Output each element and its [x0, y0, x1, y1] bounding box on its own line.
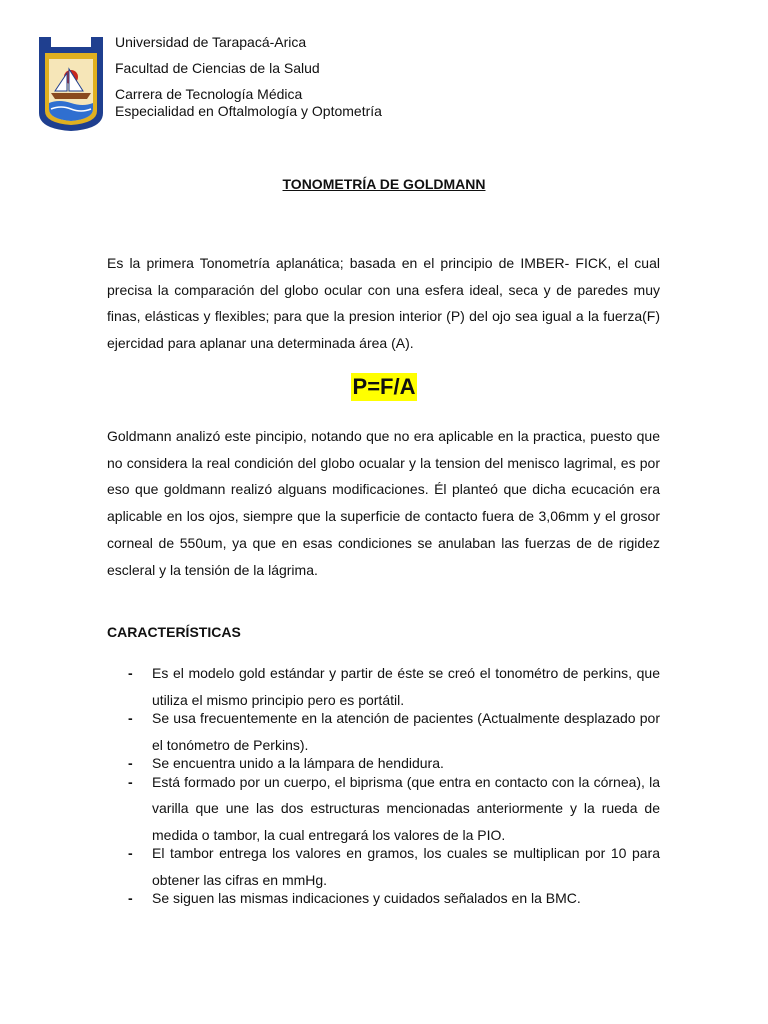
institution-header [115, 34, 535, 120]
list-item-text: Se siguen las mismas indicaciones y cuidados señalados en la BMC. [152, 890, 581, 906]
university-crest-icon [37, 33, 105, 133]
list-item [128, 885, 660, 912]
faculty-name: Facultad de Ciencias de la Salud [115, 60, 320, 76]
list-item-text: Se encuentra unido a la lámpara de hendidura. [152, 755, 444, 771]
section-heading: CARACTERÍSTICAS [107, 624, 241, 640]
list-item-text: Es el modelo gold estándar y partir de éste se creó el tonométro de perkins, que utiliza el mismo principio pero es portátil. [152, 665, 660, 708]
university-logo [37, 33, 105, 133]
bullet-marker: - [128, 710, 133, 726]
list-item-text: El tambor entrega los valores en gramos, los cuales se multiplican por 10 para obtener las cifras en mmHg. [152, 845, 660, 888]
bullet-marker: - [128, 773, 133, 790]
bullet-marker: - [128, 845, 133, 861]
formula: P=F/A [352, 374, 416, 399]
bullet-marker: - [128, 890, 133, 906]
career-name: Carrera de Tecnología Médica [115, 86, 303, 102]
list-item-text: Se usa frecuentemente en la atención de pacientes (Actualmente desplazado por el tonómetro de Perkins). [152, 710, 660, 753]
bullet-marker: - [128, 755, 133, 771]
goldmann-paragraph: Goldmann analizó este pincipio, notando que no era aplicable en la practica, puesto que no considera la real condición del globo ocualar y la tension del menisco lagrimal, es por eso que goldmann realizó alguans modificaciones. Él planteó que dicha ecucación era aplicable en los ojos, siempre que la superficie de contacto fuera de 3,06mm y el grosor corneal de 550um, ya que en esas condiciones se anulaban las fuerzas de de rigidez escleral y la tensión de la lágrima. [107, 428, 660, 578]
list-item-text: Está formado por un cuerpo, el biprisma (que entra en contacto con la córnea), la varilla que une las dos estructuras mencionadas anteriormente y la rueda de medida o tambor, la cual entregará los valores de la PIO. [152, 773, 660, 843]
bullet-marker: - [128, 665, 133, 681]
specialty-name: Especialidad en Oftalmología y Optometría [115, 103, 382, 119]
list-item [128, 769, 660, 849]
document-title: TONOMETRÍA DE GOLDMANN [282, 176, 486, 192]
characteristics-list [128, 660, 660, 904]
formula-block [0, 373, 768, 401]
intro-paragraph: Es la primera Tonometría aplanática; basada en el principio de IMBER- FICK, el cual precisa la comparación del globo ocular con una esfera ideal, seca y de paredes muy finas, elásticas y flexibles; para que la presion interior (P) del ojo sea igual a la fuerza(F) ejercidad para aplanar una determinada área (A). [107, 255, 660, 352]
university-name: Universidad de Tarapacá-Arica [115, 34, 307, 50]
